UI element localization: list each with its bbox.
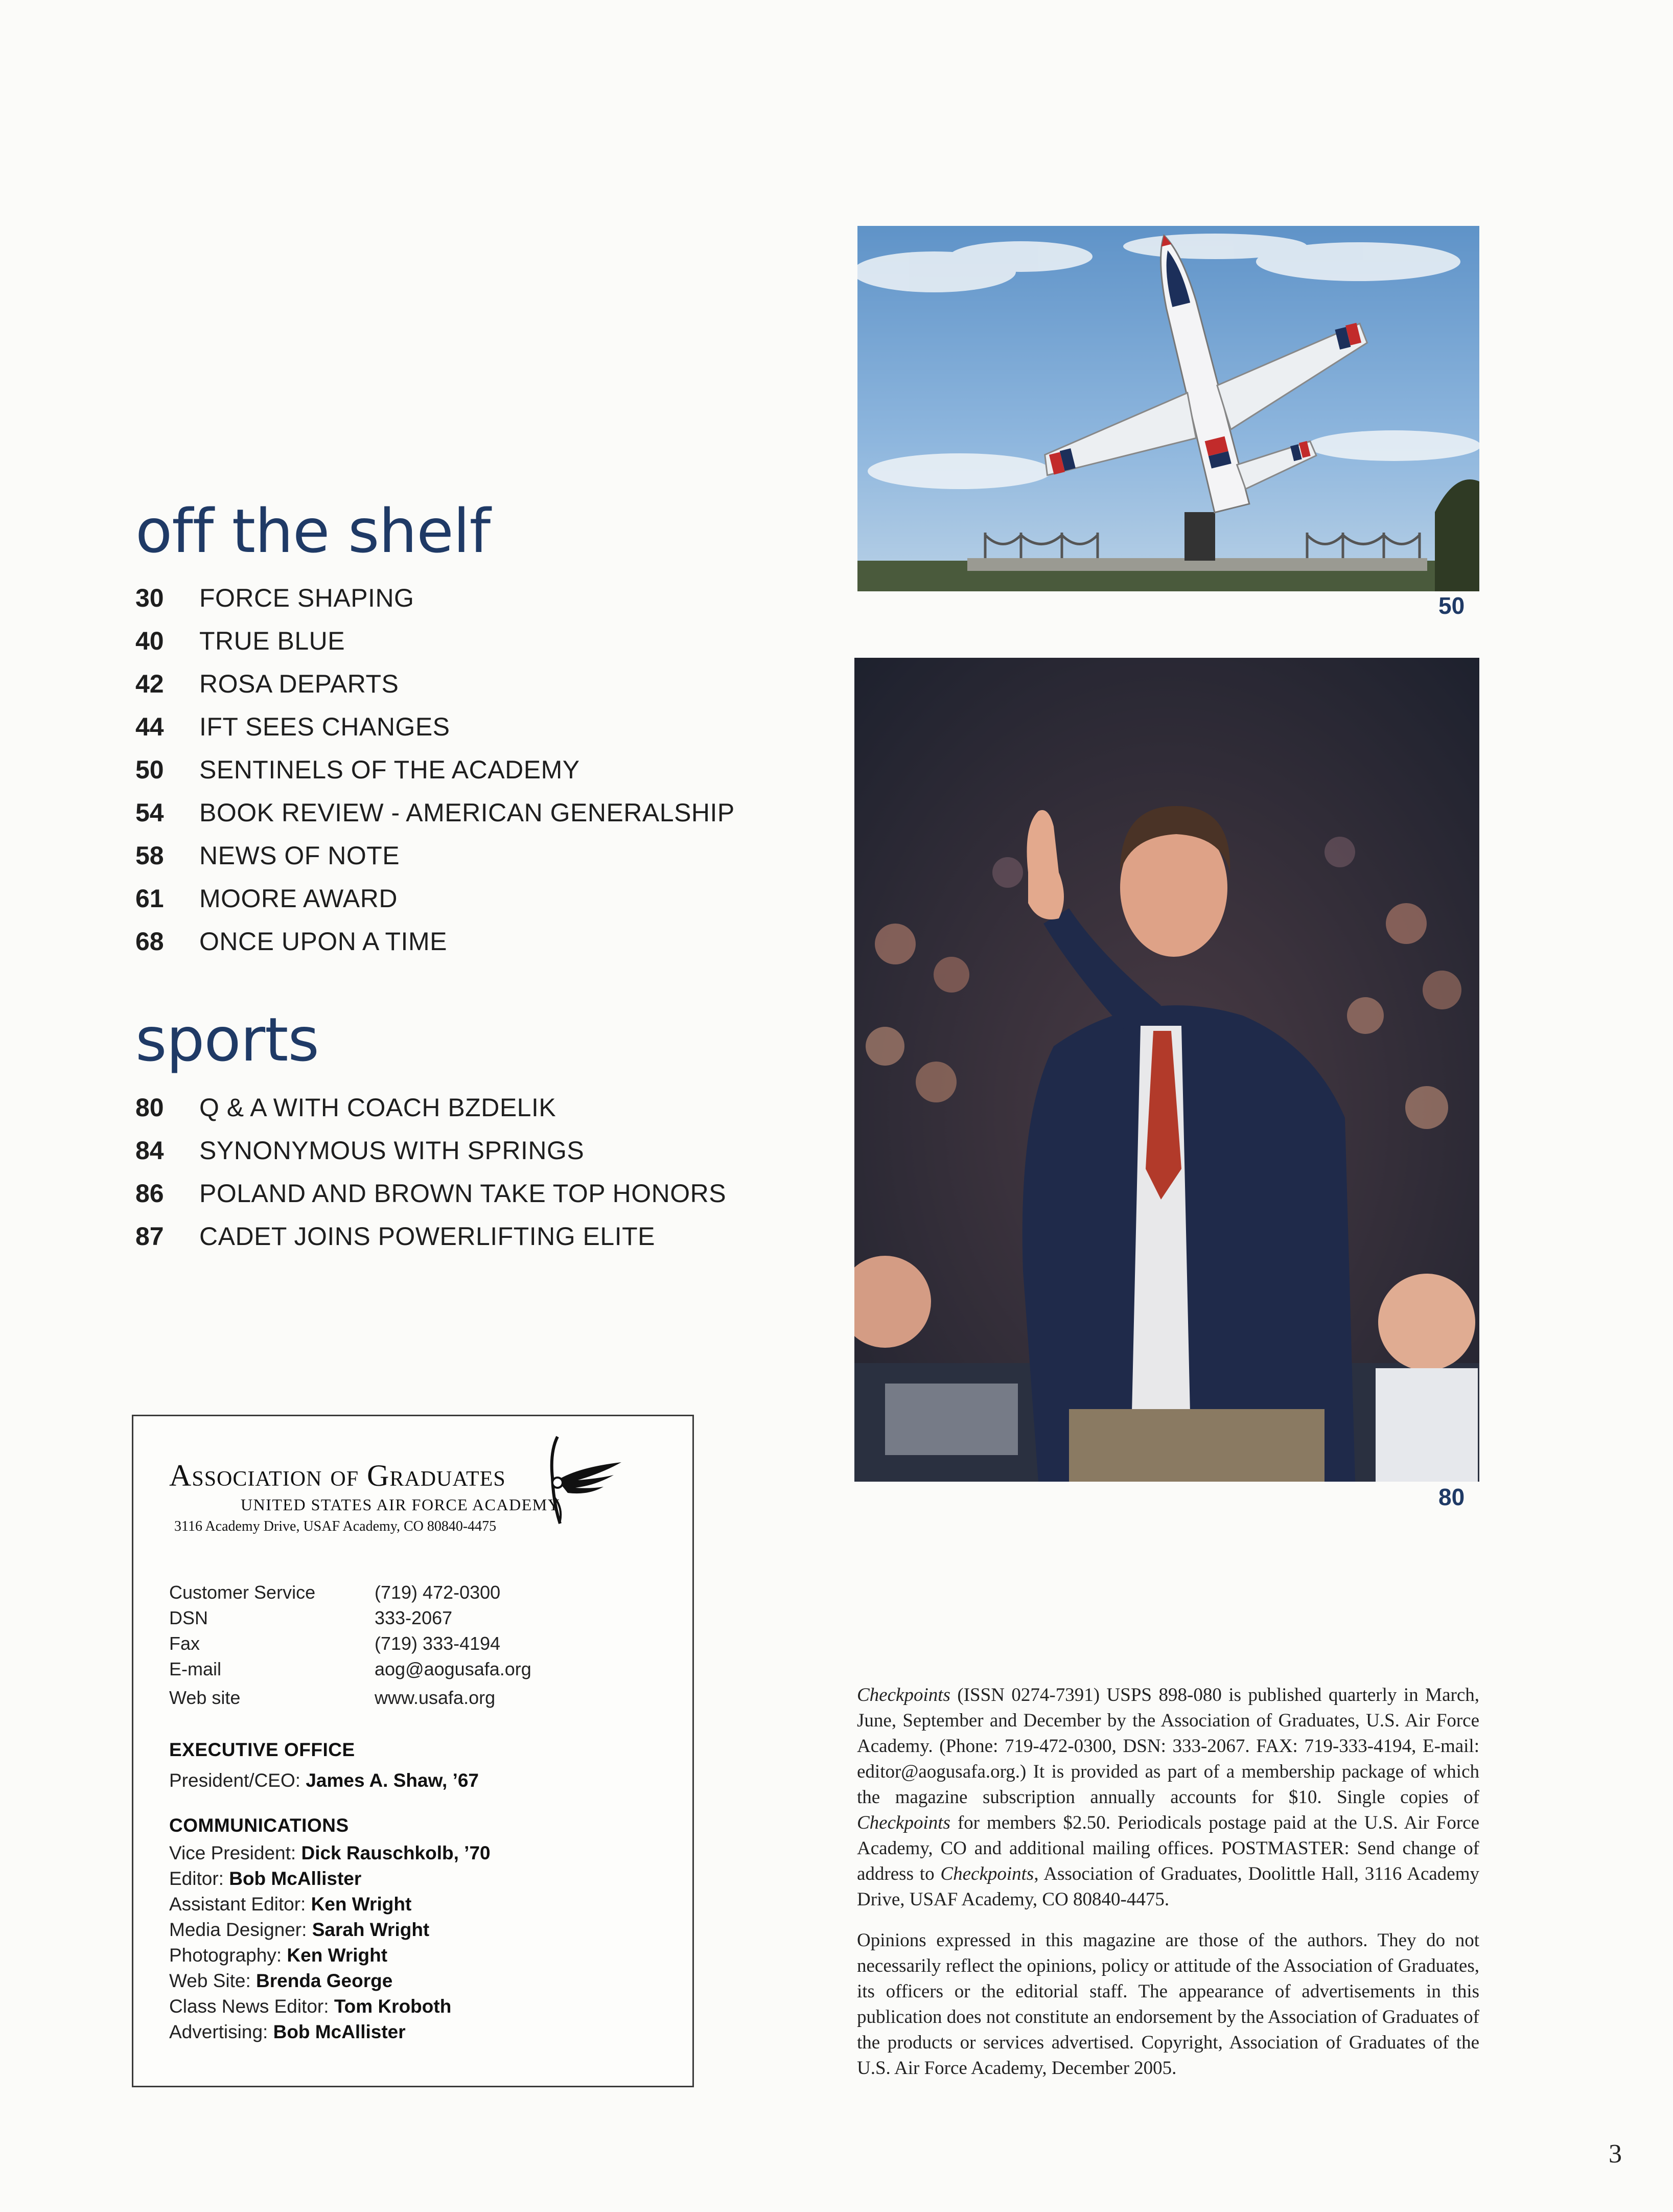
contact-label: Customer Service	[169, 1582, 316, 1603]
toc-item-title: FORCE SHAPING	[199, 584, 414, 612]
contact-row	[169, 1580, 531, 1605]
toc-item[interactable]	[135, 577, 735, 619]
publication-statement	[857, 1683, 1479, 1913]
section-title-off-the-shelf: off the shelf	[135, 496, 491, 566]
toc-item[interactable]	[135, 662, 735, 705]
toc-item[interactable]	[135, 1215, 726, 1258]
toc-item[interactable]	[135, 1172, 726, 1215]
toc-item-title: BOOK REVIEW - AMERICAN GENERALSHIP	[199, 798, 735, 827]
contact-label: DSN	[169, 1607, 208, 1628]
staff-line	[169, 1840, 491, 1866]
toc-page-number: 84	[135, 1136, 164, 1165]
executive-heading: EXECUTIVE OFFICE	[169, 1739, 355, 1760]
toc-item-title: CADET JOINS POWERLIFTING ELITE	[199, 1222, 655, 1251]
disclaimer-statement: Opinions expressed in this magazine are those of the authors. They do not necessarily reflect the opinions, policy or attitude of the Association of Graduates, its officers or the editorial staff. The appearance of advertisements in this publication does not constitute an endorsement by the Association of Graduates of the products or services advertised. Copyright, Association of Graduates of the U.S. Air Force Academy, December 2005.	[857, 1930, 1479, 2079]
toc-item[interactable]	[135, 748, 735, 791]
staff-name: Tom Kroboth	[334, 1996, 452, 2017]
contact-value[interactable]: www.usafa.org	[375, 1687, 496, 1708]
toc-item-title: MOORE AWARD	[199, 884, 398, 913]
staff-line	[169, 1892, 491, 1917]
staff-name: Dick Rauschkolb, ’70	[301, 1842, 491, 1863]
staff-line	[169, 1943, 491, 1968]
executive-list	[169, 1768, 479, 1793]
toc-page-number: 58	[135, 841, 164, 870]
publication-statement-text: (ISSN 0274-7391) USPS 898-080 is published quarterly in March, June, September and December by the Association of Graduates, U.S. Air Force Academy. (Phone: 719-472-0300, DSN: 333-2067. FAX: 719-333-4194, E-mail: editor@aogusafa.org.) It is provided as part of a membership package of which the magazine subscription annually accounts for $10. Single copies of	[857, 1685, 1479, 1808]
staff-line	[169, 1994, 491, 2019]
contact-label: Web site	[169, 1687, 241, 1708]
jet-monument-image	[857, 226, 1479, 591]
staff-role: Advertising:	[169, 2021, 268, 2042]
toc-list-off-the-shelf	[135, 577, 735, 963]
toc-item-title: ONCE UPON A TIME	[199, 927, 447, 956]
toc-page-number: 68	[135, 927, 164, 956]
staff-line	[169, 1917, 491, 1943]
toc-page-number: 44	[135, 712, 164, 741]
staff-name: Bob McAllister	[229, 1868, 362, 1889]
organization-address: 3116 Academy Drive, USAF Academy, CO 80840-4475	[174, 1518, 497, 1534]
contact-label: Fax	[169, 1633, 200, 1654]
coach-image	[854, 658, 1479, 1482]
staff-role: President/CEO:	[169, 1770, 301, 1791]
contact-value[interactable]: 333-2067	[375, 1607, 453, 1628]
toc-item-title: SENTINELS OF THE ACADEMY	[199, 755, 580, 784]
masthead-box	[132, 1415, 694, 2087]
toc-list-sports	[135, 1086, 726, 1258]
contact-row	[169, 1631, 531, 1656]
aog-wings-logo-icon	[547, 1432, 624, 1529]
toc-item[interactable]	[135, 920, 735, 963]
staff-name: Bob McAllister	[273, 2021, 406, 2042]
page-number: 3	[1609, 2139, 1622, 2169]
toc-item-title: IFT SEES CHANGES	[199, 712, 450, 741]
staff-line	[169, 1866, 491, 1892]
staff-role: Media Designer:	[169, 1919, 307, 1940]
communications-heading: COMMUNICATIONS	[169, 1815, 349, 1836]
toc-page-number: 87	[135, 1222, 164, 1251]
staff-name: James A. Shaw, ’67	[306, 1770, 479, 1791]
contact-row	[169, 1605, 531, 1631]
toc-item[interactable]	[135, 619, 735, 662]
toc-page-number: 30	[135, 584, 164, 612]
staff-role: Web Site:	[169, 1970, 251, 1991]
toc-item-title: POLAND AND BROWN TAKE TOP HONORS	[199, 1179, 727, 1208]
communications-list	[169, 1840, 491, 2045]
photo-page-ref: 80	[1438, 1484, 1465, 1510]
toc-item[interactable]	[135, 877, 735, 920]
toc-item-title: NEWS OF NOTE	[199, 841, 400, 870]
publication-statement-text: , Association of Graduates, Doolittle Hall, 3116 Academy Drive, USAF Academy, CO 80840-4475.	[857, 1863, 1479, 1910]
contact-row	[169, 1656, 531, 1682]
staff-name: Brenda George	[256, 1970, 393, 1991]
organization-name: Association of Graduates	[169, 1459, 506, 1492]
toc-item[interactable]	[135, 834, 735, 877]
staff-name: Sarah Wright	[312, 1919, 430, 1940]
staff-role: Photography:	[169, 1945, 282, 1966]
toc-item-title: SYNONYMOUS WITH SPRINGS	[199, 1136, 585, 1165]
toc-page-number: 50	[135, 755, 164, 784]
toc-item[interactable]	[135, 1129, 726, 1172]
staff-line	[169, 1968, 491, 1994]
jet-monument-photo	[857, 226, 1479, 591]
toc-page-number: 54	[135, 798, 164, 827]
toc-page-number: 42	[135, 670, 164, 698]
toc-item-title: TRUE BLUE	[199, 627, 345, 655]
photo-page-ref: 50	[1438, 592, 1465, 619]
contact-value[interactable]: aog@aogusafa.org	[375, 1658, 531, 1679]
toc-page-number: 40	[135, 627, 164, 655]
toc-item-title: ROSA DEPARTS	[199, 670, 399, 698]
magazine-name: Checkpoints	[857, 1685, 950, 1706]
toc-item-title: Q & A WITH COACH BZDELIK	[199, 1093, 556, 1122]
magazine-name: Checkpoints	[940, 1863, 1034, 1884]
section-title-sports: sports	[135, 1004, 319, 1075]
publication-statement-text: for members $2.50. Periodicals postage paid at the U.S. Air Force Academy, CO and additional mailing offices. POSTMASTER: Send change of address to	[857, 1812, 1479, 1884]
staff-role: Class News Editor:	[169, 1996, 329, 2017]
toc-page-number: 86	[135, 1179, 164, 1208]
staff-line	[169, 2019, 491, 2045]
contact-value[interactable]: (719) 472-0300	[375, 1582, 501, 1603]
coach-photo	[854, 658, 1479, 1482]
toc-item[interactable]	[135, 791, 735, 834]
organization-subtitle: UNITED STATES AIR FORCE ACADEMY	[241, 1495, 561, 1514]
toc-page-number: 61	[135, 884, 164, 913]
contact-value[interactable]: (719) 333-4194	[375, 1633, 501, 1654]
staff-line	[169, 1768, 479, 1793]
staff-role: Vice President:	[169, 1842, 296, 1863]
toc-item[interactable]	[135, 1086, 726, 1129]
staff-role: Assistant Editor:	[169, 1894, 306, 1915]
contact-row	[169, 1682, 531, 1714]
toc-page-number: 80	[135, 1093, 164, 1122]
contact-list	[169, 1580, 531, 1714]
contact-label: E-mail	[169, 1658, 222, 1679]
staff-name: Ken Wright	[287, 1945, 388, 1966]
staff-name: Ken Wright	[311, 1894, 412, 1915]
toc-item[interactable]	[135, 705, 735, 748]
magazine-name: Checkpoints	[857, 1812, 950, 1833]
staff-role: Editor:	[169, 1868, 224, 1889]
